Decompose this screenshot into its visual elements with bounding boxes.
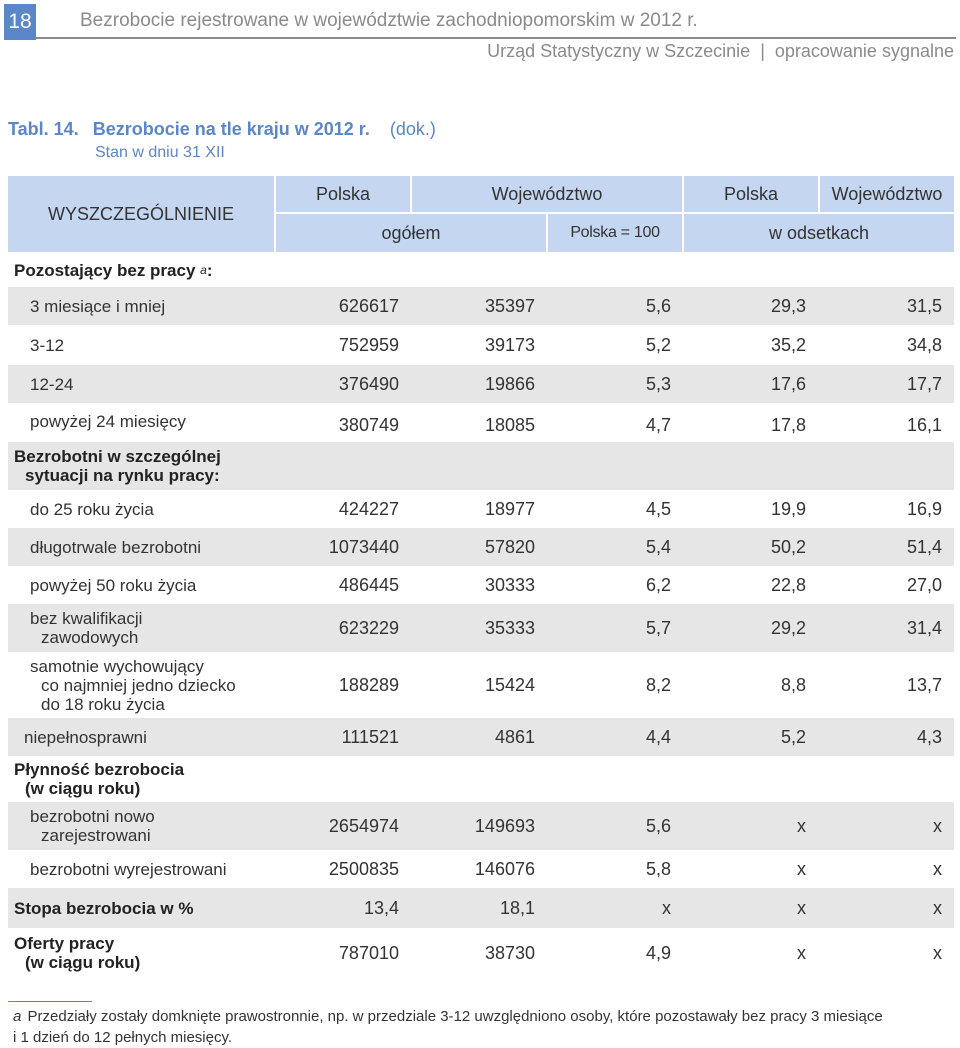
- table-row: [8, 850, 954, 888]
- row-label: powyżej 50 roku życia: [30, 575, 197, 595]
- table-row: [8, 365, 954, 403]
- section-label-line1: Bezrobotni w szczególnej: [14, 447, 221, 466]
- row-label: [8, 802, 330, 850]
- table-number: Tabl. 14.: [8, 119, 79, 139]
- cell-index: 4,4: [645, 726, 671, 747]
- column-header-voivodeship: Województwo: [412, 176, 682, 212]
- cell-voivodeship-pct: 16,1: [906, 414, 942, 435]
- section-label-line2: sytuacji na rynku pracy:: [25, 466, 220, 485]
- row-label: [8, 604, 330, 652]
- row-label: [8, 928, 314, 978]
- cell-index: x: [662, 897, 671, 918]
- row-label: 12-24: [30, 374, 74, 394]
- table-continued: (dok.): [389, 119, 436, 139]
- table-row: [8, 802, 954, 850]
- section-heading-unemployment-duration: [8, 253, 954, 287]
- cell-index: 8,2: [645, 674, 671, 695]
- table-row: [8, 287, 954, 325]
- section-colon: :: [206, 260, 213, 280]
- cell-poland-pct: x: [797, 815, 806, 836]
- cell-voivodeship-pct: 34,8: [906, 334, 942, 355]
- cell-poland-total: 13,4: [363, 897, 399, 918]
- row-label: bezrobotni wyrejestrowani: [30, 859, 227, 879]
- publication-title: Bezrobocie rejestrowane w województwie zachodniopomorskim w 2012 r.: [80, 10, 698, 31]
- cell-poland-total: 752959: [338, 334, 399, 355]
- cell-poland-pct: 29,3: [770, 295, 806, 316]
- office-name: Urząd Statystyczny w Szczecinie: [487, 41, 751, 61]
- table-header: [8, 176, 954, 252]
- row-label: powyżej 24 miesięcy: [30, 412, 186, 431]
- table-title: [8, 119, 436, 140]
- column-header-percent: w odsetkach: [684, 214, 954, 252]
- cell-poland-total: 111521: [341, 726, 399, 747]
- publication-subtitle: [487, 41, 954, 62]
- table-title-text: Bezrobocie na tle kraju w 2012 r.: [92, 119, 370, 139]
- cell-poland-pct: 17,6: [770, 373, 806, 394]
- cell-voivodeship-pct: 17,7: [906, 373, 942, 394]
- cell-poland-pct: 22,8: [770, 574, 806, 595]
- cell-poland-total: 380749: [338, 414, 399, 435]
- cell-index: 4,9: [645, 942, 671, 963]
- cell-poland-total: 626617: [338, 295, 399, 316]
- row-label-line1: samotnie wychowujący: [30, 656, 204, 676]
- cell-voivodeship-pct: 51,4: [906, 536, 942, 557]
- cell-voivodeship-pct: 4,3: [916, 726, 942, 747]
- table-row: [8, 566, 954, 604]
- cell-voivodeship-total: 19866: [484, 373, 535, 394]
- table-subtitle: Stan w dniu 31 XII: [95, 144, 225, 161]
- cell-index: 5,2: [645, 334, 671, 355]
- cell-voivodeship-total: 146076: [474, 858, 535, 879]
- footnote-mark: a: [200, 262, 207, 277]
- column-header-voivodeship-pct: Województwo: [820, 176, 954, 212]
- cell-voivodeship-total: 39173: [484, 334, 535, 355]
- table-row-unemployment-rate: [8, 888, 954, 928]
- section-label: [8, 442, 314, 490]
- section-heading-special-situation: [8, 442, 954, 490]
- cell-voivodeship-pct: x: [933, 858, 942, 879]
- cell-poland-pct: 5,2: [780, 726, 806, 747]
- cell-voivodeship-pct: x: [933, 897, 942, 918]
- cell-voivodeship-total: 18085: [484, 414, 535, 435]
- row-label: 3 miesiące i mniej: [30, 296, 166, 316]
- row-label-line2: zarejestrowani: [41, 826, 151, 845]
- cell-poland-total: 376490: [338, 373, 399, 394]
- row-label: [8, 652, 330, 718]
- cell-voivodeship-total: 35397: [484, 295, 535, 316]
- cell-voivodeship-total: 149693: [474, 815, 535, 836]
- cell-poland-total: 486445: [338, 574, 399, 595]
- footnote: [13, 1006, 953, 1048]
- cell-index: 5,3: [645, 373, 671, 394]
- table-row: [8, 528, 954, 566]
- row-label: do 25 roku życia: [30, 499, 154, 519]
- cell-voivodeship-total: 35333: [484, 617, 535, 638]
- cell-voivodeship-total: 4861: [494, 726, 535, 747]
- cell-poland-total: 787010: [338, 942, 399, 963]
- cell-index: 5,6: [645, 815, 671, 836]
- cell-index: 5,8: [645, 858, 671, 879]
- row-label-line2: co najmniej jedno dziecko: [41, 675, 236, 695]
- row-label-line2: (w ciągu roku): [25, 953, 141, 972]
- cell-poland-total: 623229: [338, 617, 399, 638]
- row-label-line1: Oferty pracy: [14, 934, 115, 953]
- cell-voivodeship-total: 15424: [484, 674, 535, 695]
- cell-poland-total: 2500835: [328, 858, 399, 879]
- footnote-divider: [8, 1001, 92, 1002]
- cell-voivodeship-total: 18977: [484, 498, 535, 519]
- cell-voivodeship-pct: x: [933, 815, 942, 836]
- row-label-line2: zawodowych: [41, 628, 139, 647]
- cell-index: 5,7: [645, 617, 671, 638]
- cell-poland-pct: 50,2: [770, 536, 806, 557]
- cell-poland-pct: x: [797, 942, 806, 963]
- cell-voivodeship-total: 57820: [484, 536, 535, 557]
- table-row: [8, 490, 954, 528]
- cell-poland-total: 1073440: [328, 536, 399, 557]
- table-row: [8, 652, 954, 718]
- cell-index: 5,6: [645, 295, 671, 316]
- section-label-line1: Płynność bezrobocia: [14, 760, 185, 779]
- page-number: 18: [4, 4, 36, 40]
- series-name: opracowanie sygnalne: [774, 41, 954, 61]
- section-label-text: Pozostający bez pracy: [14, 260, 196, 280]
- cell-voivodeship-pct: 16,9: [906, 498, 942, 519]
- cell-voivodeship-total: 38730: [484, 942, 535, 963]
- cell-index: 6,2: [645, 574, 671, 595]
- column-header-label: WYSZCZEGÓLNIENIE: [8, 176, 274, 252]
- cell-poland-pct: 35,2: [770, 334, 806, 355]
- cell-poland-total: 2654974: [328, 815, 399, 836]
- row-label: 3-12: [30, 335, 65, 355]
- row-label-line1: bez kwalifikacji: [30, 609, 143, 628]
- footnote-line2: i 1 dzień do 12 pełnych miesięcy.: [13, 1029, 233, 1046]
- cell-voivodeship-total: 18,1: [499, 897, 535, 918]
- row-label: długotrwale bezrobotni: [30, 537, 202, 557]
- cell-voivodeship-pct: 13,7: [906, 674, 942, 695]
- cell-voivodeship-total: 30333: [484, 574, 535, 595]
- row-label-line1: bezrobotni nowo: [30, 807, 155, 826]
- cell-poland-total: 188289: [338, 674, 399, 695]
- cell-poland-pct: 19,9: [770, 498, 806, 519]
- section-label-line2: (w ciągu roku): [25, 779, 141, 798]
- cell-voivodeship-pct: x: [933, 942, 942, 963]
- cell-index: 4,5: [645, 498, 671, 519]
- section-heading-unemployment-flow: [8, 756, 954, 802]
- footnote-line1: Przedziały zostały domknięte prawostronnie, np. w przedziale 3-12 uwzględniono osoby, które pozostawały bez pracy 3 miesiące: [27, 1008, 883, 1025]
- subtitle-separator: |: [760, 41, 765, 61]
- column-header-total: ogółem: [276, 214, 546, 252]
- section-label: [8, 253, 314, 287]
- cell-poland-pct: x: [797, 897, 806, 918]
- cell-voivodeship-pct: 31,5: [906, 295, 942, 316]
- cell-poland-pct: 17,8: [770, 414, 806, 435]
- cell-poland-pct: 8,8: [780, 674, 806, 695]
- table-row: [8, 604, 954, 652]
- section-label: [8, 756, 314, 802]
- row-label: Stopa bezrobocia w %: [14, 898, 194, 918]
- header-divider: [36, 37, 956, 39]
- cell-index: 4,7: [645, 414, 671, 435]
- cell-voivodeship-pct: 27,0: [906, 574, 942, 595]
- column-header-index: Polska = 100: [548, 214, 682, 252]
- row-label-line3: do 18 roku życia: [41, 694, 165, 714]
- footnote-mark: a: [13, 1008, 22, 1025]
- cell-poland-pct: x: [797, 858, 806, 879]
- column-header-poland: Polska: [276, 176, 410, 212]
- table-row: [8, 326, 954, 364]
- cell-index: 5,4: [645, 536, 671, 557]
- cell-poland-total: 424227: [338, 498, 399, 519]
- table-row-job-offers: [8, 928, 954, 978]
- cell-poland-pct: 29,2: [770, 617, 806, 638]
- table-row: [8, 404, 954, 442]
- cell-voivodeship-pct: 31,4: [906, 617, 942, 638]
- row-label: niepełnosprawni: [24, 727, 147, 747]
- table-row: [8, 718, 954, 756]
- column-header-poland-pct: Polska: [684, 176, 818, 212]
